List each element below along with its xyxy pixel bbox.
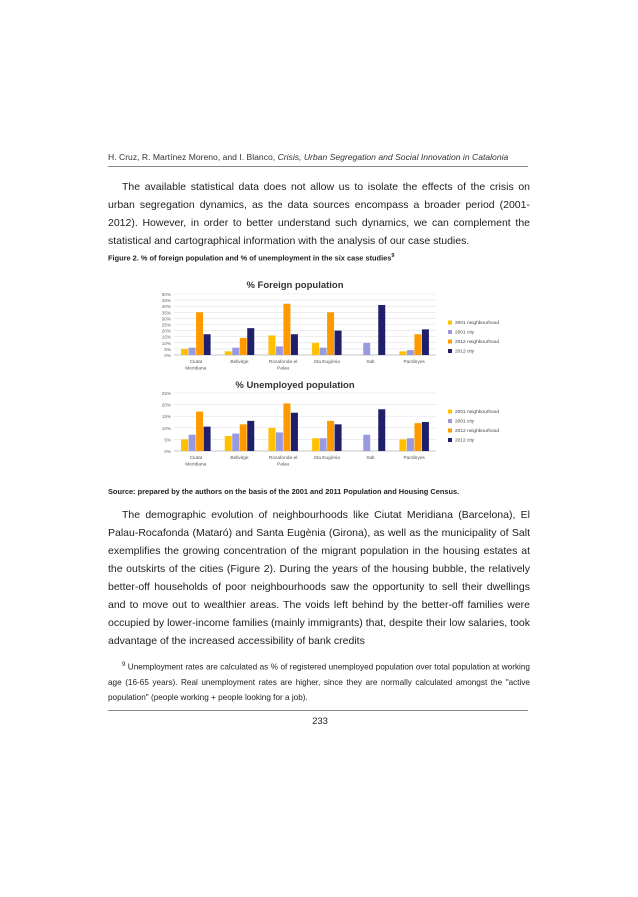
x-tick-label: Ciutat bbox=[189, 360, 203, 365]
bar bbox=[312, 438, 319, 451]
bar bbox=[268, 335, 275, 355]
legend-swatch bbox=[448, 429, 452, 433]
bar bbox=[181, 439, 188, 451]
x-tick-label: Bellvitge bbox=[230, 456, 249, 461]
bar bbox=[422, 329, 429, 355]
x-tick-label: Pardinyes bbox=[403, 360, 425, 365]
legend-swatch bbox=[448, 438, 452, 442]
legend-label: 2001 city bbox=[455, 330, 475, 336]
bar bbox=[399, 439, 406, 451]
x-tick-label: Ciutat bbox=[189, 456, 203, 461]
legend-label: 2001 neighbourhood bbox=[455, 410, 500, 415]
bar bbox=[335, 331, 342, 355]
x-tick-label: Meridiana bbox=[185, 366, 207, 372]
bar bbox=[335, 424, 342, 451]
bar bbox=[196, 312, 203, 355]
paragraph-1: The available statistical data does not allow us to isolate the effects of the crisis on urban segregation dynamics, as the data sources encompass a broader period (2001-2012). However, in order to better understand such dynamics, we can complement the statistical and cartographical information with the analysis of our case studies. bbox=[108, 181, 530, 247]
page-number: 233 bbox=[312, 716, 328, 727]
bar bbox=[414, 334, 421, 355]
bar bbox=[363, 343, 370, 355]
bar bbox=[327, 421, 334, 451]
foreign-population-chart bbox=[162, 280, 500, 372]
bar bbox=[268, 428, 275, 451]
bar bbox=[291, 413, 298, 451]
bar bbox=[327, 312, 334, 355]
y-tick-label: 0% bbox=[164, 353, 171, 358]
bar bbox=[232, 434, 239, 451]
bar bbox=[407, 438, 414, 451]
x-tick-label: Palau bbox=[277, 366, 290, 372]
bar bbox=[291, 334, 298, 355]
bar bbox=[363, 435, 370, 451]
figure-charts bbox=[140, 278, 520, 474]
legend-label: 2012 neighbourhood bbox=[455, 429, 500, 434]
x-tick-label: Sta Eugènia bbox=[313, 360, 340, 365]
legend-label: 2001 neighbourhood bbox=[455, 321, 500, 326]
bar bbox=[312, 343, 319, 355]
y-tick-label: 10% bbox=[161, 340, 171, 346]
legend-swatch bbox=[448, 340, 452, 344]
x-tick-label: Rocafonda-el bbox=[268, 456, 298, 461]
y-tick-label: 0% bbox=[164, 449, 171, 454]
x-tick-label: Salt bbox=[366, 360, 375, 365]
bar bbox=[283, 403, 290, 451]
bar bbox=[283, 304, 290, 355]
running-header bbox=[108, 152, 528, 162]
y-tick-label: 30% bbox=[161, 316, 171, 322]
legend-swatch bbox=[448, 330, 452, 334]
bar bbox=[189, 348, 196, 355]
bar bbox=[247, 421, 254, 451]
y-tick-label: 50% bbox=[161, 292, 171, 297]
bar bbox=[181, 349, 188, 355]
bar bbox=[232, 348, 239, 355]
footnote bbox=[108, 658, 530, 705]
bar bbox=[189, 435, 196, 451]
y-tick-label: 25% bbox=[161, 391, 171, 396]
bar bbox=[240, 424, 247, 451]
bar bbox=[320, 438, 327, 451]
legend-swatch bbox=[448, 410, 452, 414]
bar bbox=[204, 334, 211, 355]
y-tick-label: 5% bbox=[164, 437, 171, 443]
header-rule bbox=[108, 166, 528, 167]
bar bbox=[204, 427, 211, 451]
bar bbox=[407, 350, 414, 355]
x-tick-label: Salt bbox=[366, 456, 375, 461]
y-tick-label: 35% bbox=[161, 310, 171, 316]
y-tick-label: 5% bbox=[164, 346, 171, 352]
legend-label: 2012 neighbourhood bbox=[455, 340, 500, 345]
y-tick-label: 40% bbox=[161, 304, 171, 310]
x-tick-label: Sta Eugènia bbox=[313, 456, 340, 461]
x-tick-label: Pardinyes bbox=[403, 456, 425, 461]
unemployed-population-chart bbox=[162, 380, 500, 468]
figure-caption bbox=[108, 253, 394, 262]
bar bbox=[240, 338, 247, 355]
bar bbox=[378, 305, 385, 355]
x-tick-label: Rocafonda-el bbox=[268, 360, 298, 365]
header-title: Crisis, Urban Segregation and Social Innovation in Catalonia bbox=[277, 152, 509, 162]
chart-title: % Foreign population bbox=[246, 280, 344, 291]
y-tick-label: 15% bbox=[161, 334, 171, 340]
legend-label: 2012 city bbox=[455, 349, 475, 355]
bar bbox=[225, 351, 232, 355]
bar bbox=[247, 328, 254, 355]
bar bbox=[422, 422, 429, 451]
bar bbox=[320, 348, 327, 355]
legend-label: 2012 city bbox=[455, 438, 475, 444]
footnote-text: Unemployment rates are calculated as % of registered unemployed population over total population at working age (16-65 years). Real unemployment rates are higher, since they are normally calculated amongst the "active population" (people working + people looking for a job). bbox=[108, 662, 530, 702]
footer-rule bbox=[108, 710, 528, 711]
x-tick-label: Bellvitge bbox=[230, 360, 249, 365]
bar bbox=[399, 351, 406, 355]
legend-swatch bbox=[448, 321, 452, 325]
paragraph-2: The demographic evolution of neighbourhoods like Ciutat Meridiana (Barcelona), El Palau-Rocafonda (Mataró) and Santa Eugènia (Girona), as well as the municipality of Salt exemplifies the growing concentration of the migrant population in the housing estates at the outskirts of the cities (Figure 2). During the years of the housing bubble, the relatively better-off households of poor neighbourhoods saw the opportunity to sell their dwellings and to move out to wealthier areas. The voids left behind by the better-off families were occupied by lower-income families (mainly immigrants) that, despite their low salaries, took advantage of the increased accessibility of bank credits bbox=[108, 509, 530, 647]
figure-caption-footnote-ref: 9 bbox=[391, 253, 395, 259]
figure-source: Source: prepared by the authors on the basis of the 2001 and 2011 Population and Housing Census. bbox=[108, 487, 460, 496]
bar bbox=[276, 346, 283, 355]
y-tick-label: 25% bbox=[161, 322, 171, 328]
bar bbox=[225, 436, 232, 451]
y-tick-label: 15% bbox=[161, 414, 171, 420]
legend-swatch bbox=[448, 349, 452, 353]
legend-swatch bbox=[448, 419, 452, 423]
x-tick-label: Meridiana bbox=[185, 462, 207, 468]
y-tick-label: 45% bbox=[161, 298, 171, 304]
y-tick-label: 20% bbox=[161, 402, 171, 408]
y-tick-label: 20% bbox=[161, 328, 171, 334]
bar bbox=[378, 409, 385, 451]
legend-label: 2001 city bbox=[455, 419, 475, 425]
figure-caption-text: Figure 2. % of foreign population and % of unemployment in the six case studies bbox=[108, 253, 392, 263]
chart-title: % Unemployed population bbox=[235, 380, 355, 391]
bar bbox=[276, 432, 283, 451]
footnote-number: 9 bbox=[122, 662, 126, 668]
bar bbox=[196, 412, 203, 451]
x-tick-label: Palau bbox=[277, 462, 290, 468]
header-authors: H. Cruz, R. Martínez Moreno, and I. Blanco, bbox=[108, 152, 278, 162]
y-tick-label: 10% bbox=[161, 425, 171, 431]
bar bbox=[414, 423, 421, 451]
